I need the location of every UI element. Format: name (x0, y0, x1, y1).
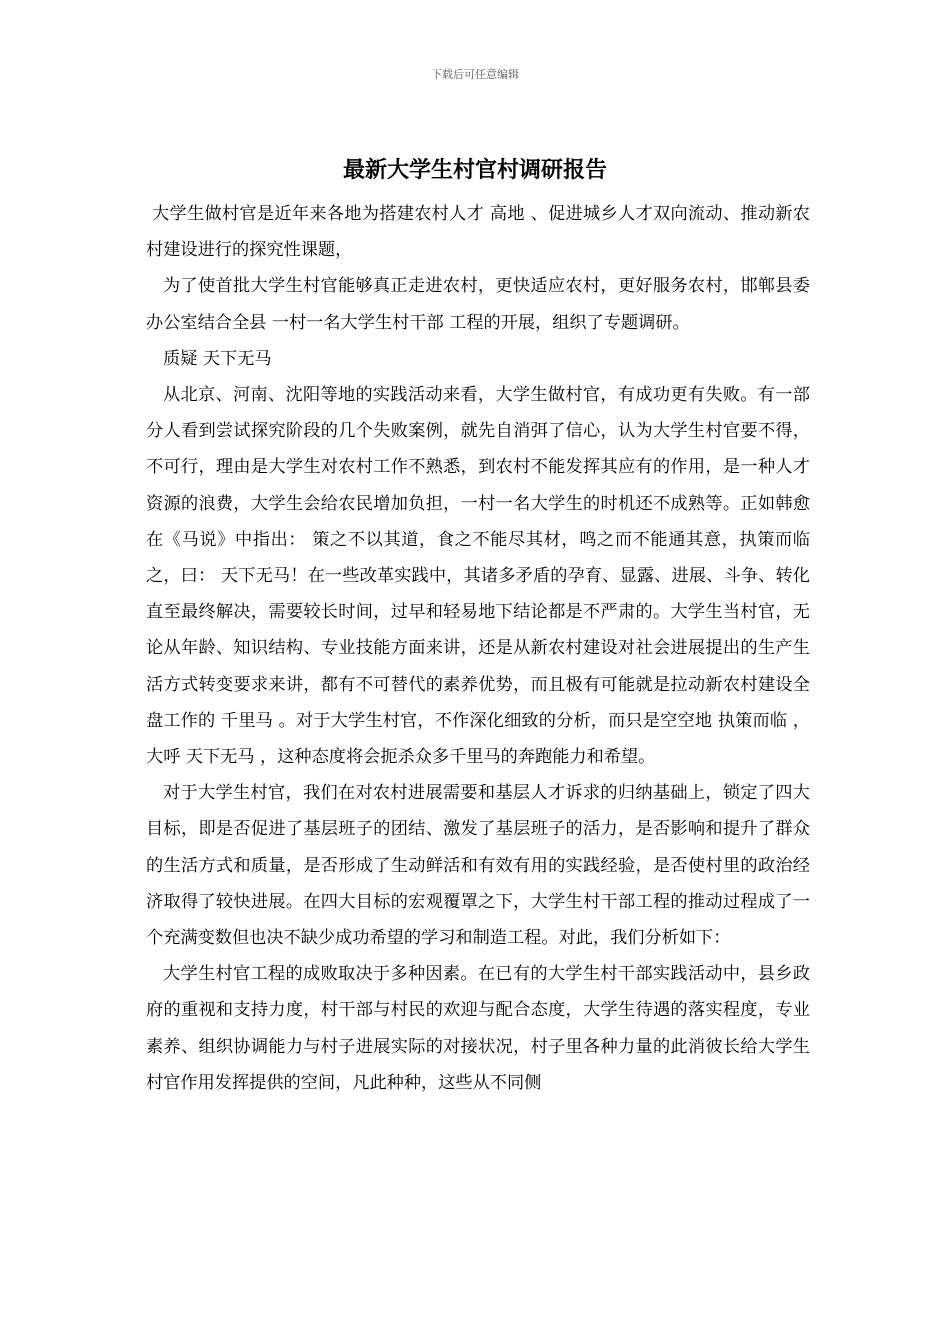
header-note: 下载后可任意编辑 (431, 68, 519, 81)
document-title: 最新大学生村官村调研报告 (342, 157, 607, 183)
paragraph-intro: 大学生做村官是近年来各地为搭建农村人才 高地 、促进城乡人才双向流动、推动新农村建设进行的探究性课题， (146, 204, 810, 261)
paragraph-factors: 大学生村官工程的成败取决于多种因素。在已有的大学生村干部实践活动中，县乡政府的重视和支持力度，村干部与村民的欢迎与配合态度，大学生待遇的落实程度，专业素养、组织协调能力与村子进展实际的对接状况，村子里各种力量的此消彼长给大学生村官作用发挥提供的空间，凡此种种，这些从不同侧 (146, 964, 810, 1093)
paragraph-practice: 从北京、河南、沈阳等地的实践活动来看，大学生做村官，有成功更有失败。有一部分人看到尝试探究阶段的几个失败案例，就先自消弭了信心，认为大学生村官要不得，不可行，理由是大学生对农村工作不熟悉，到农村不能发挥其应有的作用，是一种人才资源的浪费，大学生会给农民增加负担，一村一名大学生的时机还不成熟等。正如韩愈在《马说》中指出： 策之不以其道，食之不能尽其材，鸣之而不能通其意，执策而临之，曰： 天下无马！在一些改革实践中，其诸多矛盾的孕育、显露、进展、斗争、转化直至最终解决，需要较长时间，过早和轻易地下结论都是不严肃的。大学生当村官，无论从年龄、知识结构、专业技能方面来讲，还是从新农村建设对社会进展提出的生产生活方式转变要求来讲，都有不可替代的素养优势，而且极有可能就是拉动新农村建设全盘工作的 千里马 。对于大学生村官，不作深化细致的分析，而只是空空地 执策而临 ，大呼 天下无马 ，这种态度将会扼杀众多千里马的奔跑能力和希望。 (146, 385, 810, 768)
document-body (146, 196, 810, 1101)
paragraph-purpose: 为了使首批大学生村官能够真正走进农村，更快适应农村，更好服务农村，邯郸县委办公室结合全县 一村一名大学生村干部 工程的开展，组织了专题调研。 (146, 276, 810, 333)
paragraph-goals: 对于大学生村官，我们在对农村进展需要和基层人才诉求的归纳基础上，锁定了四大目标，即是否促进了基层班子的团结、激发了基层班子的活力，是否影响和提升了群众的生活方式和质量，是否形成了生动鲜活和有效有用的实践经验，是否使村里的政治经济取得了较快进展。在四大目标的宏观覆罩之下，大学生村干部工程的推动过程成了一个充满变数但也决不缺少成功希望的学习和制造工程。对此，我们分析如下： (146, 783, 810, 949)
section-heading-doubt: 质疑 天下无马 (163, 348, 272, 369)
